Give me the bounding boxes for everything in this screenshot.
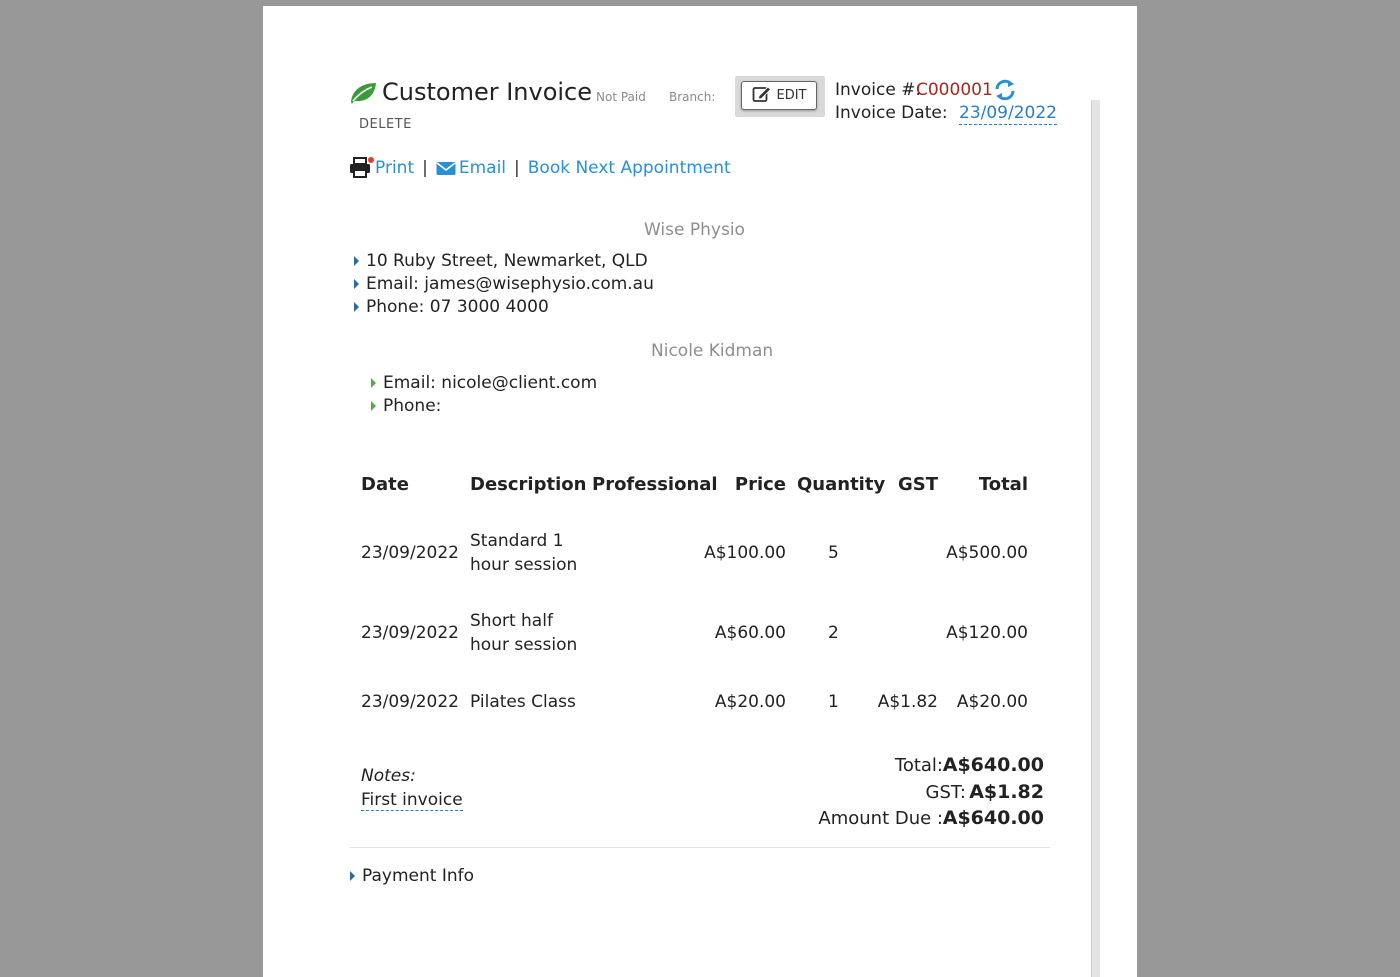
caret-right-icon	[354, 256, 359, 266]
edit-label: EDIT	[776, 88, 807, 103]
client-email	[371, 373, 597, 393]
invoice-date-label: Invoice Date:	[835, 103, 948, 123]
row-price: A$100.00	[704, 543, 786, 563]
notes-label: Notes:	[361, 766, 416, 786]
row-total: A$120.00	[946, 623, 1028, 643]
row-description: hour session	[470, 635, 578, 655]
row-quantity: 2	[828, 623, 839, 643]
column-header-total: Total	[978, 474, 1028, 495]
caret-right-icon	[371, 378, 376, 388]
business-phone	[354, 297, 549, 317]
scrollbar[interactable]	[1091, 100, 1100, 977]
total-value: A$640.00	[942, 754, 1044, 776]
row-date: 23/09/2022	[361, 692, 459, 712]
row-description: Standard 1	[470, 531, 564, 551]
row-price: A$20.00	[714, 692, 786, 712]
separator: |	[422, 158, 428, 178]
row-total: A$500.00	[946, 543, 1028, 563]
business-email-text: Email: james@wisephysio.com.au	[366, 274, 654, 294]
edit-button-wrapper	[735, 76, 825, 117]
row-quantity: 5	[828, 543, 839, 563]
column-header-price: Price	[734, 474, 786, 495]
business-address	[354, 251, 648, 271]
row-date: 23/09/2022	[361, 543, 459, 563]
row-total: A$20.00	[956, 692, 1028, 712]
edit-button[interactable]	[741, 81, 817, 110]
column-header-professional: Professional	[592, 474, 718, 495]
caret-right-icon	[354, 302, 359, 312]
book-next-appointment-link[interactable]: Book Next Appointment	[527, 158, 731, 178]
column-header-quantity: Quantity	[797, 474, 886, 495]
row-description: Short half	[470, 611, 553, 631]
row-price: A$60.00	[714, 623, 786, 643]
total-label: Total:	[894, 755, 943, 776]
separator: |	[514, 158, 520, 178]
row-quantity: 1	[828, 692, 839, 712]
envelope-icon[interactable]	[436, 160, 456, 176]
client-name: Nicole Kidman	[651, 341, 774, 361]
gst-value: A$1.82	[969, 781, 1044, 803]
invoice-number-label: Invoice #:	[835, 80, 922, 100]
payment-info-toggle[interactable]	[350, 866, 474, 886]
amount-due-value: A$640.00	[942, 807, 1044, 829]
column-header-date: Date	[361, 474, 409, 495]
amount-due-label: Amount Due :	[818, 808, 943, 829]
gst-label: GST:	[925, 782, 966, 803]
client-phone	[371, 396, 441, 416]
page-title: Customer Invoice	[382, 78, 593, 106]
business-name: Wise Physio	[644, 220, 745, 240]
row-date: 23/09/2022	[361, 623, 459, 643]
payment-info-label: Payment Info	[362, 866, 475, 886]
invoice-date[interactable]: 23/09/2022	[959, 103, 1057, 123]
business-phone-text: Phone: 07 3000 4000	[366, 297, 549, 317]
divider	[349, 847, 1050, 848]
client-email-text: Email: nicole@client.com	[383, 373, 598, 393]
caret-right-icon	[350, 871, 355, 881]
business-address-text: 10 Ruby Street, Newmarket, QLD	[366, 251, 648, 271]
payment-status: Not Paid	[596, 90, 646, 104]
branch-label: Branch:	[669, 90, 716, 104]
row-description: Pilates Class	[470, 692, 576, 712]
client-phone-text: Phone:	[383, 396, 442, 416]
invoice-number: C000001	[916, 80, 993, 100]
refresh-icon[interactable]	[993, 79, 1017, 105]
caret-right-icon	[354, 279, 359, 289]
print-icon[interactable]	[349, 157, 375, 179]
leaf-icon	[348, 80, 378, 106]
print-link[interactable]: Print	[375, 158, 415, 178]
delete-button[interactable]: DELETE	[359, 117, 412, 132]
row-gst: A$1.82	[877, 692, 938, 712]
email-link[interactable]: Email	[458, 158, 507, 178]
edit-icon	[752, 85, 772, 107]
action-links	[349, 157, 731, 179]
notes-value[interactable]: First invoice	[361, 790, 463, 810]
column-header-gst: GST	[897, 474, 938, 495]
business-email	[354, 274, 654, 294]
caret-right-icon	[371, 401, 376, 411]
row-description: hour session	[470, 555, 578, 575]
column-header-description: Description	[470, 474, 587, 495]
